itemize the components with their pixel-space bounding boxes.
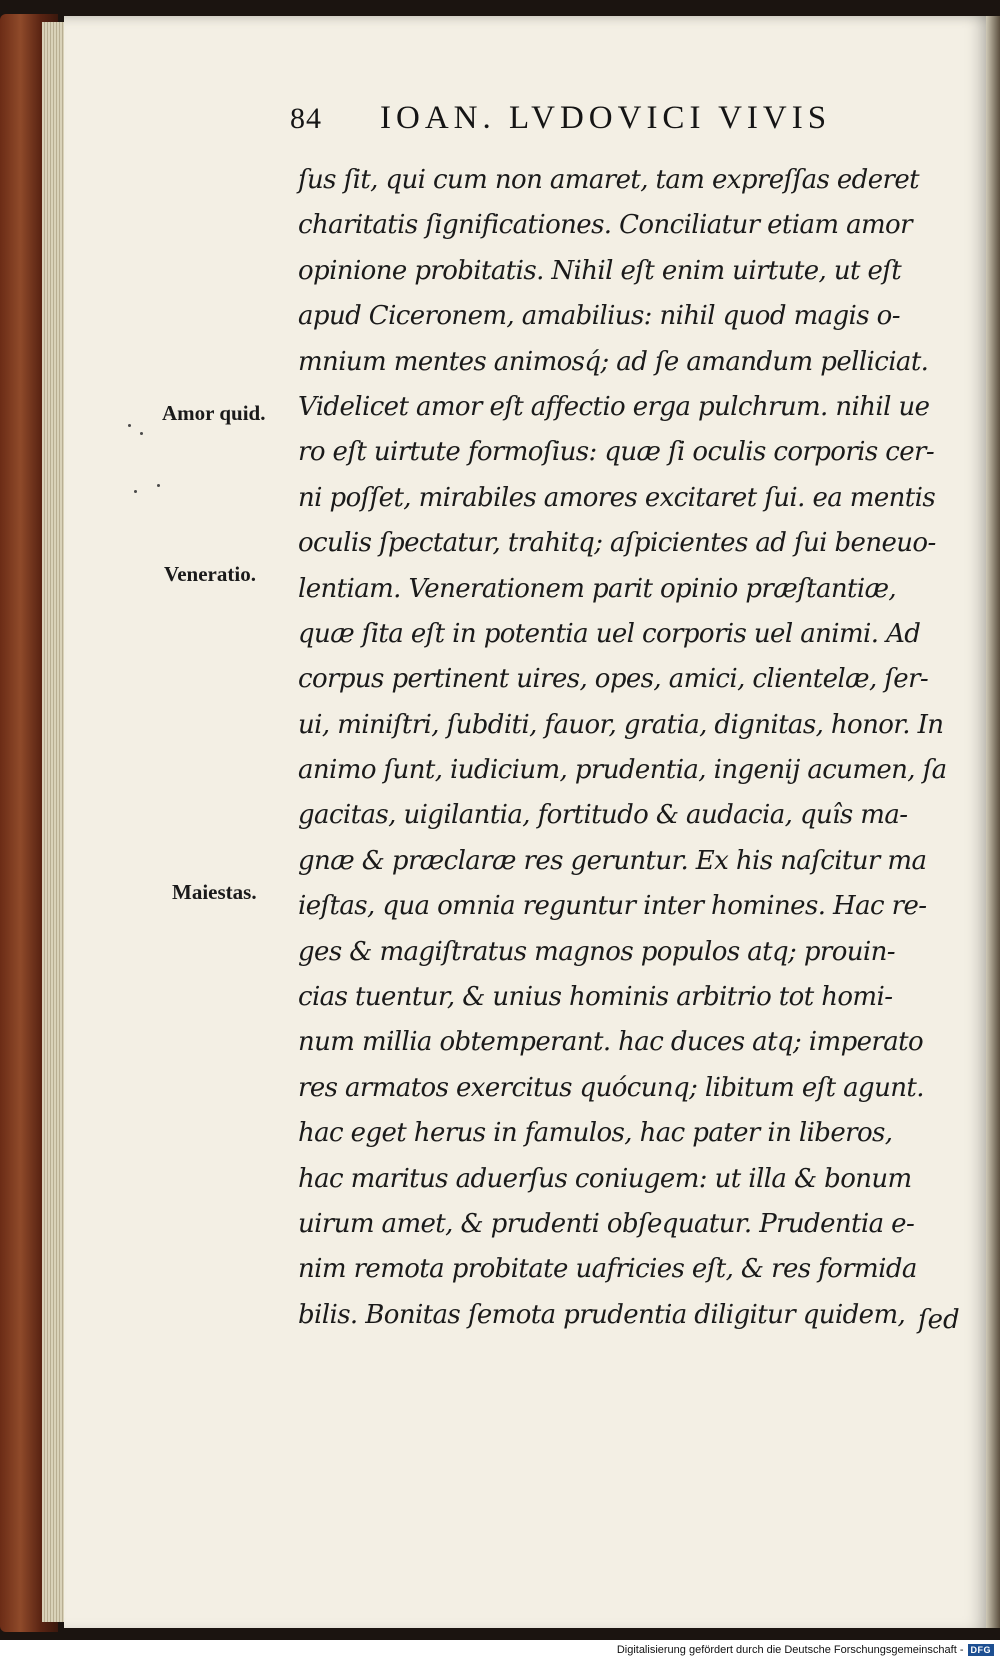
ink-speck — [134, 490, 137, 493]
text-line: nim remota probitate uafricies eſt, & res formida — [298, 1254, 917, 1285]
footer-text: Digitalisierung gefördert durch die Deutsche Forschungsgemeinschaft - — [616, 1644, 964, 1656]
text-line: res armatos exercitus quócunq; libitum eſt agunt. — [298, 1072, 924, 1103]
page-number: 84 — [290, 102, 322, 135]
catchword: ſed — [918, 1305, 960, 1335]
footer-credit — [617, 1644, 994, 1656]
ink-speck — [128, 424, 131, 427]
text-line: hac maritus aduerſus coniugem: ut illa & bonum — [298, 1163, 912, 1194]
margin-note-veneratio: Veneratio. — [164, 562, 256, 586]
text-line: gnæ & præclaræ res geruntur. Ex his naſcitur ma — [298, 845, 927, 876]
ink-speck — [157, 484, 160, 487]
text-line: uirum amet, & prudenti obſequatur. Prudentia e- — [298, 1208, 915, 1239]
body-text — [298, 158, 958, 1338]
text-line: ges & magiſtratus magnos populos atq; prouin- — [298, 936, 895, 967]
text-line: apud Ciceronem, amabilius: nihil quod magis o- — [298, 301, 900, 332]
text-line: charitatis ſignificationes. Conciliatur etiam amor — [298, 210, 912, 241]
margin-note-maiestas: Maiestas. — [172, 880, 257, 904]
dfg-logo: DFG — [968, 1644, 995, 1656]
text-line: opinione probitatis. Nihil eſt enim uirtute, ut eſt — [298, 255, 902, 286]
text-line: lentiam. Venerationem parit opinio præſtantiæ, — [298, 573, 897, 604]
margin-note-amor: Amor quid. — [162, 401, 266, 425]
text-line: hac eget herus in famulos, hac pater in liberos, — [298, 1118, 893, 1149]
text-line: quæ ſita eſt in potentia uel corporis uel animi. Ad — [298, 618, 921, 649]
ink-speck — [140, 432, 143, 435]
text-line: Videlicet amor eſt affectio erga pulchrum. nihil ue — [298, 391, 930, 422]
text-line: ni poſſet, mirabiles amores excitaret ſui. ea mentis — [298, 482, 936, 513]
text-line: corpus pertinent uires, opes, amici, clientelæ, ſer- — [298, 664, 929, 695]
text-line: ui, miniſtri, ſubditi, fauor, gratia, dignitas, honor. In — [298, 709, 944, 740]
text-line: ſus ſit, qui cum non amaret, tam expreſſas ederet — [298, 165, 919, 195]
text-line: num millia obtemperant. hac duces atq; imperato — [298, 1027, 924, 1058]
text-line: mnium mentes animosq́; ad ſe amandum pelliciat. — [298, 346, 929, 377]
running-head: IOAN. LVDOVICI VIVIS — [380, 100, 832, 136]
text-line: ro eſt uirtute formoſius: quæ ſi oculis corporis cer- — [298, 437, 935, 468]
text-line: bilis. Bonitas ſemota prudentia diligitur quidem, — [298, 1299, 906, 1330]
text-line: oculis ſpectatur, trahitq; aſpicientes ad ſui beneuo- — [298, 528, 936, 559]
page-header — [290, 100, 930, 137]
text-line: gacitas, uigilantia, fortitudo & audacia, quîs ma- — [298, 800, 908, 831]
text-line: ieſtas, qua omnia reguntur inter homines. Hac re- — [298, 891, 927, 922]
gutter-shadow — [986, 16, 1000, 1628]
text-line: animo ſunt, iudicium, prudentia, ingenij acumen, ſa — [298, 755, 947, 786]
text-line: cias tuentur, & unius hominis arbitrio tot homi- — [298, 982, 893, 1013]
